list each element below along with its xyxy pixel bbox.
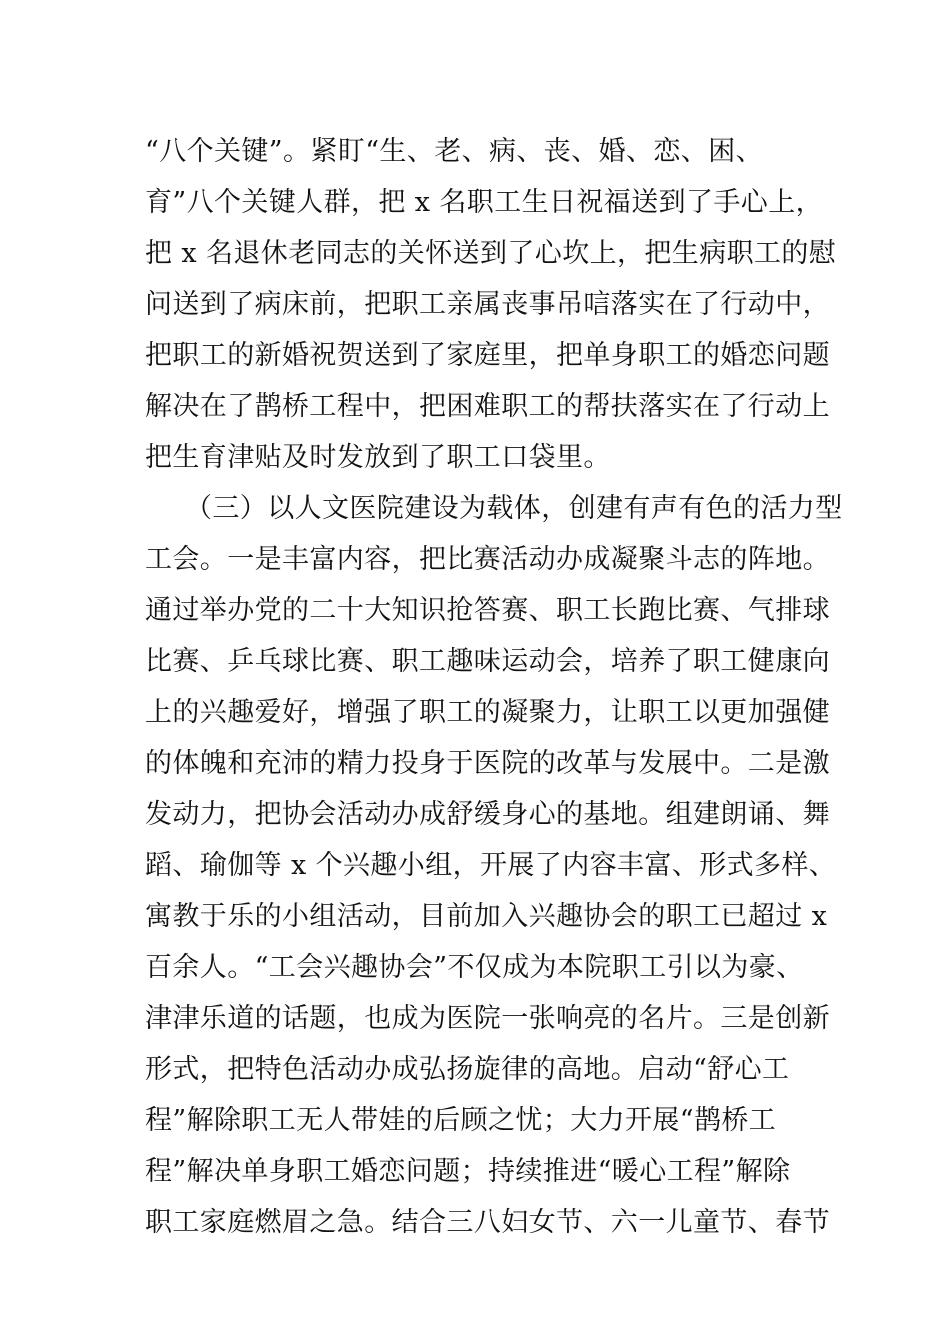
text-line-9: 工会。一是丰富内容，把比赛活动办成凝聚斗志的阵地。 bbox=[145, 544, 830, 575]
text-line-17: 百余人。“工会兴趣协会”不仅成为本院职工引以为豪、 bbox=[145, 952, 804, 983]
text-line-20: 程”解除职工无人带娃的后顾之忧；大力开展“鹊桥工 bbox=[145, 1105, 777, 1136]
text-line-16: 寓教于乐的小组活动，目前加入兴趣协会的职工已超过 x bbox=[145, 901, 828, 932]
text-line-14: 发动力，把协会活动办成舒缓身心的基地。组建朗诵、舞 bbox=[145, 799, 830, 830]
text-line-19: 形式，把特色活动办成弘扬旋律的高地。启动“舒心工 bbox=[145, 1054, 790, 1085]
section-heading-three: （三）以人文医院建设为载体，创建有声有色的活力型 bbox=[185, 493, 843, 524]
text-line-7: 把生育津贴及时发放到了职工口袋里。 bbox=[145, 442, 611, 473]
text-line-6: 解决在了鹊桥工程中，把困难职工的帮扶落实在了行动上 bbox=[145, 391, 830, 422]
text-line-5: 把职工的新婚祝贺送到了家庭里，把单身职工的婚恋问题 bbox=[145, 340, 830, 371]
text-line-15: 蹈、瑜伽等 x 个兴趣小组，开展了内容丰富、形式多样、 bbox=[145, 850, 837, 881]
text-line-10: 通过举办党的二十大知识抢答赛、职工长跑比赛、气排球 bbox=[145, 595, 830, 626]
text-line-22: 职工家庭燃眉之急。结合三八妇女节、六一儿童节、春节 bbox=[145, 1207, 830, 1238]
text-line-2: 育”八个关键人群，把 x 名职工生日祝福送到了手心上， bbox=[145, 187, 823, 218]
text-line-21: 程”解决单身职工婚恋问题；持续推进“暖心工程”解除 bbox=[145, 1156, 791, 1187]
text-line-3: 把 x 名退休老同志的关怀送到了心坎上，把生病职工的慰 bbox=[145, 238, 837, 269]
text-line-1: “八个关键”。紧盯“生、老、病、丧、婚、恋、困、 bbox=[145, 136, 764, 167]
text-line-4: 问送到了病床前，把职工亲属丧事吊唁落实在了行动中， bbox=[145, 289, 830, 320]
text-line-13: 的体魄和充沛的精力投身于医院的改革与发展中。二是激 bbox=[145, 748, 830, 779]
text-line-11: 比赛、乒乓球比赛、职工趣味运动会，培养了职工健康向 bbox=[145, 646, 830, 677]
text-line-12: 上的兴趣爱好，增强了职工的凝聚力，让职工以更加强健 bbox=[145, 697, 830, 728]
text-line-18: 津津乐道的话题，也成为医院一张响亮的名片。三是创新 bbox=[145, 1003, 830, 1034]
